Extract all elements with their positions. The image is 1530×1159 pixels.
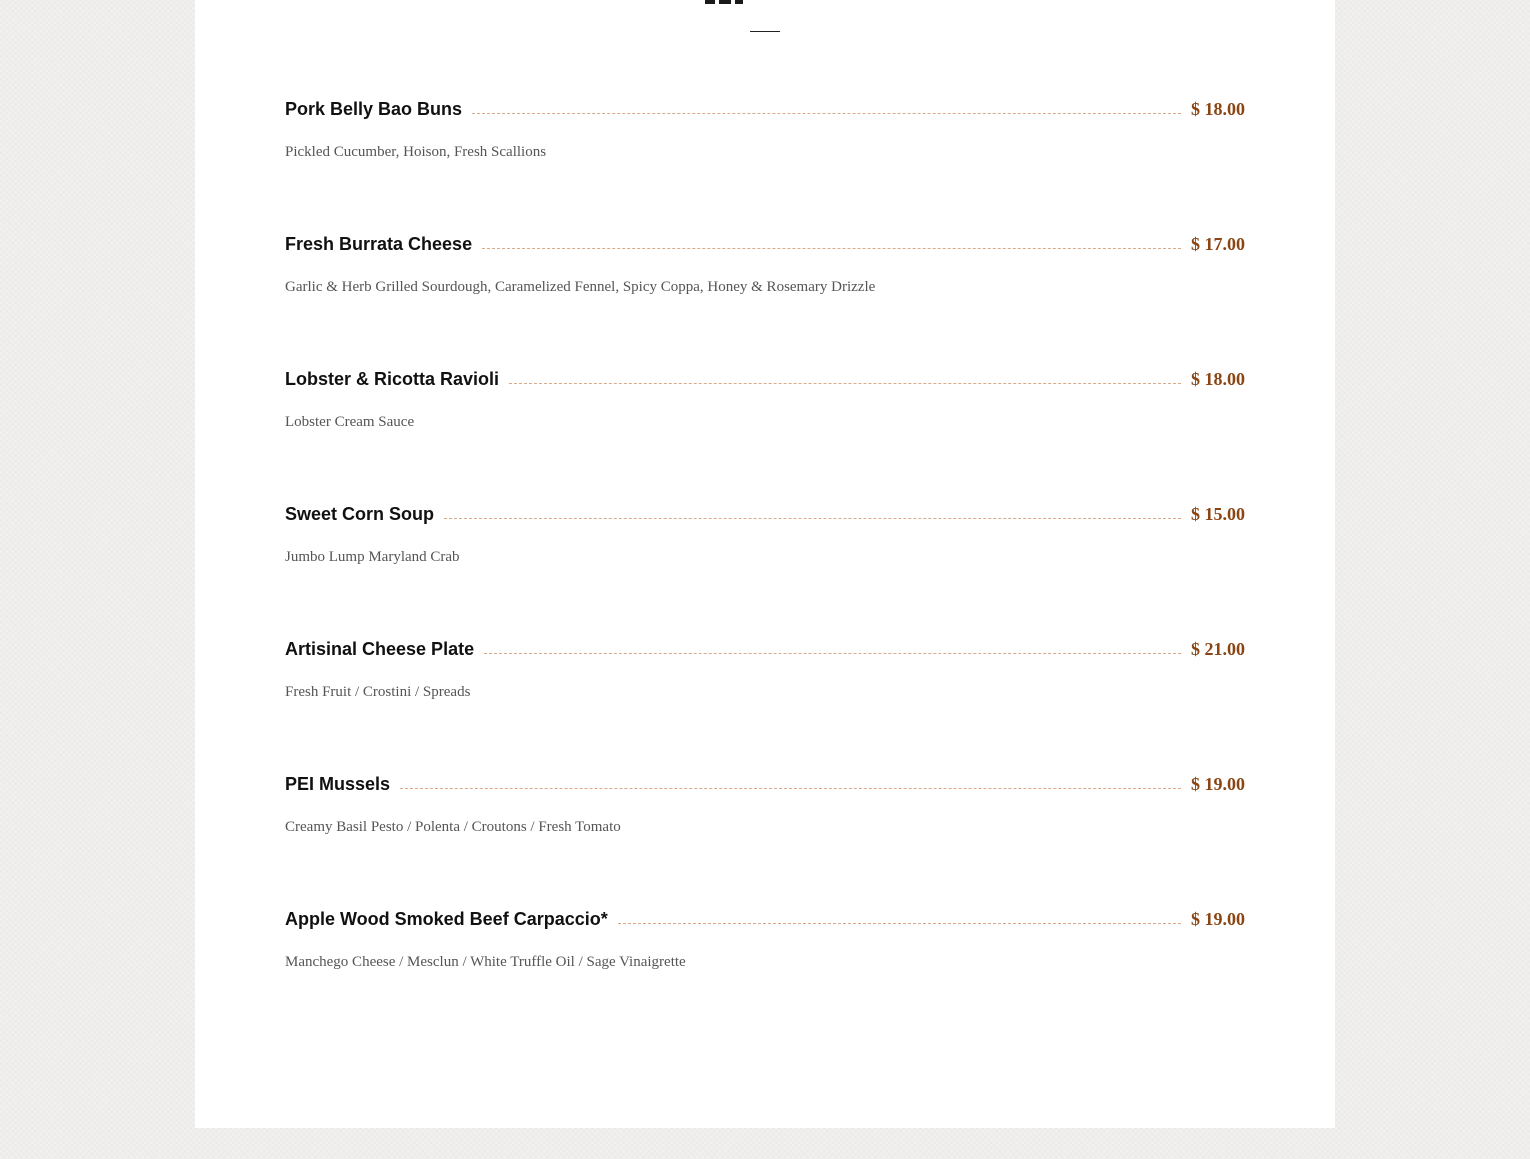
menu-item-name: Lobster & Ricotta Ravioli — [285, 369, 500, 389]
menu-item-description: Manchego Cheese / Mesclun / White Truffle Oil / Sage Vinaigrette — [285, 954, 686, 970]
menu-item-name: Sweet Corn Soup — [285, 504, 435, 524]
heading-glyph-fragment — [735, 0, 743, 4]
leader-dots — [509, 367, 1181, 384]
menu-item-price: $ 18.00 — [1191, 99, 1245, 119]
leader-dots — [482, 232, 1181, 249]
menu-item-header — [285, 97, 1245, 125]
menu-item-header — [285, 772, 1245, 800]
section-heading-cropped — [705, 0, 825, 4]
menu-item — [285, 907, 1245, 1042]
menu-item-name: Artisinal Cheese Plate — [285, 639, 475, 659]
heading-glyph-fragment — [705, 0, 715, 4]
menu-item — [285, 367, 1245, 502]
menu-item-header — [285, 367, 1245, 395]
menu-item-description: Fresh Fruit / Crostini / Spreads — [285, 684, 471, 700]
menu-item-header — [285, 502, 1245, 530]
leader-dots — [484, 637, 1181, 654]
menu-item-header — [285, 232, 1245, 260]
menu-item — [285, 232, 1245, 367]
menu-item-price: $ 21.00 — [1191, 639, 1245, 659]
menu-item-description: Garlic & Herb Grilled Sourdough, Caramelized Fennel, Spicy Coppa, Honey & Rosemary Drizzle — [285, 279, 876, 295]
leader-dots — [400, 772, 1181, 789]
menu-item — [285, 502, 1245, 637]
menu-item-description: Jumbo Lump Maryland Crab — [285, 549, 460, 565]
menu-item-description: Pickled Cucumber, Hoison, Fresh Scallions — [285, 144, 547, 160]
menu-item-name: Pork Belly Bao Buns — [285, 99, 463, 119]
heading-divider — [750, 31, 780, 32]
menu-item-price: $ 18.00 — [1191, 369, 1245, 389]
menu-item-name: PEI Mussels — [285, 774, 391, 794]
menu-item-description: Lobster Cream Sauce — [285, 414, 415, 430]
menu-item-price: $ 17.00 — [1191, 234, 1245, 254]
menu-item — [285, 97, 1245, 232]
leader-dots — [472, 97, 1181, 114]
menu-item-price: $ 19.00 — [1191, 774, 1245, 794]
heading-glyph-fragment — [719, 0, 731, 4]
menu-item-description: Creamy Basil Pesto / Polenta / Croutons / Fresh Tomato — [285, 819, 621, 835]
menu-item — [285, 637, 1245, 772]
menu-item-price: $ 15.00 — [1191, 504, 1245, 524]
menu-item — [285, 772, 1245, 907]
menu-item-name: Fresh Burrata Cheese — [285, 234, 473, 254]
leader-dots — [618, 907, 1181, 924]
menu-item-header — [285, 907, 1245, 935]
menu-panel — [195, 0, 1335, 1128]
menu-list — [285, 97, 1245, 1042]
leader-dots — [444, 502, 1181, 519]
menu-item-header — [285, 637, 1245, 665]
menu-item-price: $ 19.00 — [1191, 909, 1245, 929]
menu-item-name: Apple Wood Smoked Beef Carpaccio* — [285, 909, 608, 929]
